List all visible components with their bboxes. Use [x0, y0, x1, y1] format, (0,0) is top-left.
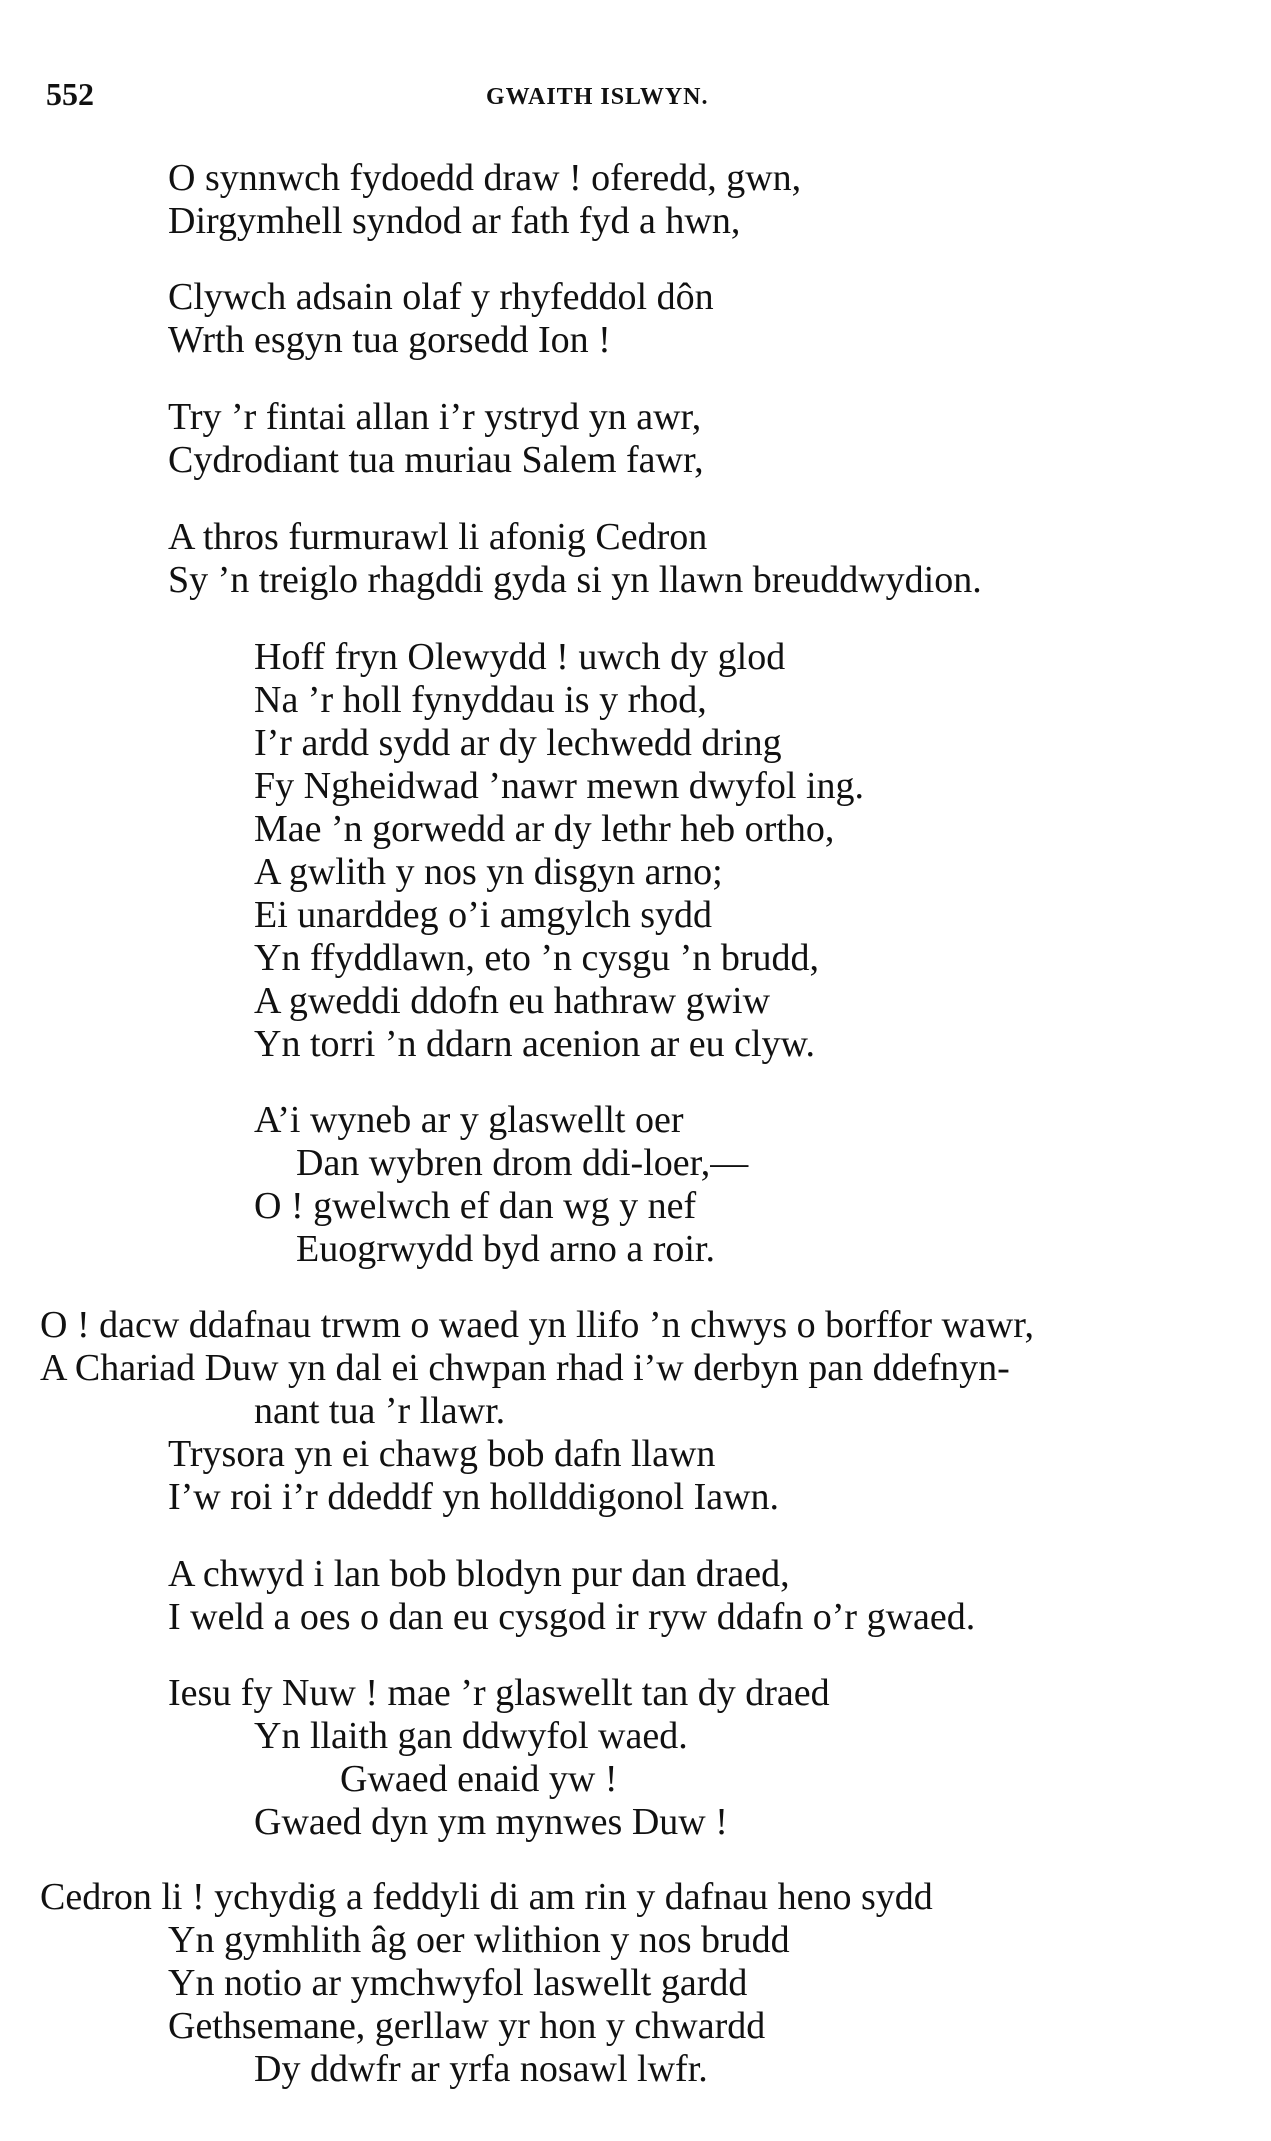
poem-line: Gwaed enaid yw !	[340, 1758, 618, 1800]
poem-line: Mae ’n gorwedd ar dy lethr heb ortho,	[254, 808, 835, 850]
poem-line: Sy ’n treiglo rhagddi gyda si yn llawn breuddwydion.	[168, 559, 982, 601]
poem-line: Hoff fryn Olewydd ! uwch dy glod	[254, 636, 786, 678]
poem-line: Yn ffyddlawn, eto ’n cysgu ’n brudd,	[254, 937, 819, 979]
poem-line: Yn gymhlith âg oer wlithion y nos brudd	[168, 1919, 790, 1961]
poem-line: Na ’r holl fynyddau is y rhod,	[254, 679, 707, 721]
poem-line: Gethsemane, gerllaw yr hon y chwardd	[168, 2005, 766, 2047]
poem-line: A gwlith y nos yn disgyn arno;	[254, 851, 723, 893]
poem-line: Dy ddwfr ar yrfa nosawl lwfr.	[254, 2048, 708, 2090]
poem-line: A’i wyneb ar y glaswellt oer	[254, 1099, 684, 1141]
page-number: 552	[46, 76, 94, 112]
poem-line: I’r ardd sydd ar dy lechwedd dring	[254, 722, 782, 764]
poem-line: O ! gwelwch ef dan wg y nef	[254, 1185, 697, 1227]
poem-line: A thros furmurawl li afonig Cedron	[168, 516, 708, 558]
poem-line: A gweddi ddofn eu hathraw gwiw	[254, 980, 771, 1022]
poem-line: Euogrwydd byd arno a roir.	[296, 1228, 715, 1270]
page-header	[46, 76, 1246, 116]
poem-line: I weld a oes o dan eu cysgod ir ryw ddafn o’r gwaed.	[168, 1596, 976, 1638]
poem-line: Fy Ngheidwad ’nawr mewn dwyfol ing.	[254, 765, 865, 807]
poem-line: O ! dacw ddafnau trwm o waed yn llifo ’n chwys o borffor wawr,	[40, 1304, 1034, 1346]
poem-line: Try ’r fintai allan i’r ystryd yn awr,	[168, 396, 702, 438]
poem-line: A Chariad Duw yn dal ei chwpan rhad i’w derbyn pan ddefnyn-	[40, 1347, 1010, 1389]
running-head: GWAITH ISLWYN.	[486, 84, 709, 110]
poem-line: Trysora yn ei chawg bob dafn llawn	[168, 1433, 716, 1475]
poem-line: Dirgymhell syndod ar fath fyd a hwn,	[168, 200, 741, 242]
poem-line: Wrth esgyn tua gorsedd Ion !	[168, 319, 611, 361]
poem-line: Yn notio ar ymchwyfol laswellt gardd	[168, 1962, 748, 2004]
poem-line: A chwyd i lan bob blodyn pur dan draed,	[168, 1553, 790, 1595]
poem-line: Yn torri ’n ddarn acenion ar eu clyw.	[254, 1023, 815, 1065]
poem-line: I’w roi i’r ddeddf yn hollddigonol Iawn.	[168, 1476, 780, 1518]
poem-line: O synnwch fydoedd draw ! oferedd, gwn,	[168, 157, 802, 199]
poem-line: Clywch adsain olaf y rhyfeddol dôn	[168, 276, 714, 318]
poem-line: Cydrodiant tua muriau Salem fawr,	[168, 439, 704, 481]
poem-line: Gwaed dyn ym mynwes Duw !	[254, 1801, 728, 1843]
poem-line: Iesu fy Nuw ! mae ’r glaswellt tan dy draed	[168, 1672, 830, 1714]
poem-line: Cedron li ! ychydig a feddyli di am rin y dafnau heno sydd	[40, 1876, 933, 1918]
poem-line: nant tua ’r llawr.	[254, 1390, 506, 1432]
poem-line: Dan wybren drom ddi-loer,—	[296, 1142, 749, 1184]
poem-line: Yn llaith gan ddwyfol waed.	[254, 1715, 688, 1757]
poem-line: Ei unarddeg o’i amgylch sydd	[254, 894, 713, 936]
